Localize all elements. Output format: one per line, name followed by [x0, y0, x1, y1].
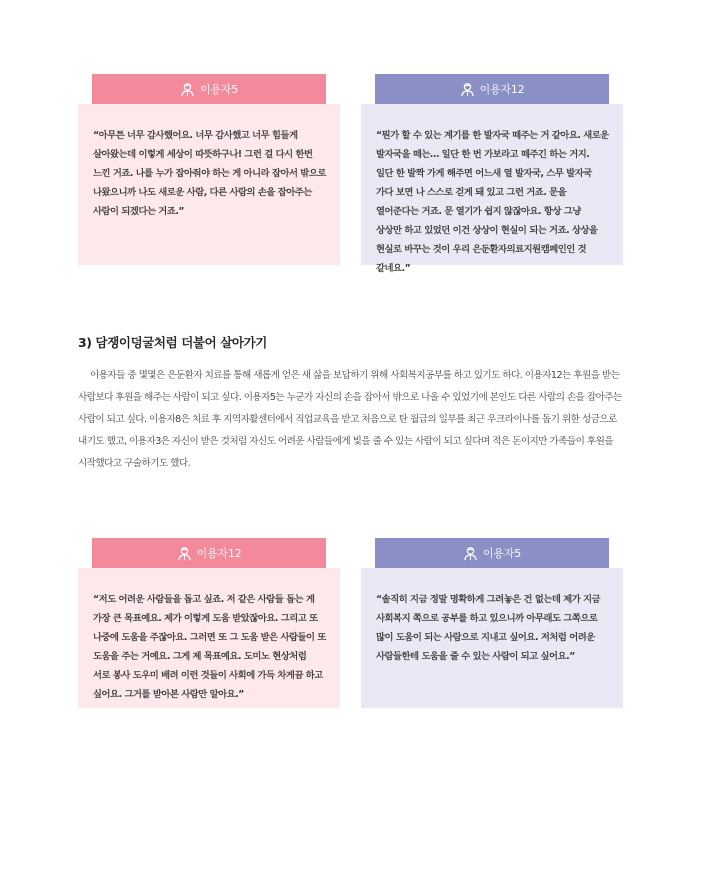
quote-card-text: “아무튼 너무 감사했어요. 너무 감사했고 너무 힘들게 살아왔는데 이렇게 세상이 따뜻하구나! 그런 걸 다시 한번 느낀 거죠. 나를 누가 잡아줘야 하는 게 아니라 잡아서 밖으로 나왔으니까 나도 새로운 사람, 다른 사람의 손을 잡아주는 사람이 되겠다는 거죠.” [78, 104, 340, 265]
quote-card-label: 이용자5 [482, 547, 522, 560]
quote-card-text: “솔직히 지금 정말 명확하게 그려놓은 건 없는데 제가 지금 사회복지 쪽으로 공부를 하고 있으니까 아무래도 그쪽으로 많이 도움이 되는 사람으로 지내고 싶어요. 저처럼 어려운 사람들한테 도움을 줄 수 있는 사람이 되고 싶어요.” [361, 568, 623, 708]
person-icon [463, 546, 478, 561]
quote-card-header [375, 74, 609, 104]
quote-card-label: 이용자5 [199, 83, 239, 96]
section-heading: 3) 담쟁이덩굴처럼 더불어 살아가기 [78, 335, 267, 350]
quote-card-header [92, 74, 326, 104]
quote-card-text: “저도 어려운 사람들을 돕고 싶죠. 저 같은 사람들 돕는 게 가장 큰 목표예요. 제가 이렇게 도움 받았잖아요. 그리고 또 나중에 도움을 주잖아요. 그러면 또 그 도움 받은 사람들이 또 도움을 주는 거예요. 그게 제 목표예요. 도미노 현상처럼 서로 봉사 도우미 배려 이런 것들이 사회에 가득 차게끔 하고 싶어요. 그거를 받아본 사람만 알아요.” [78, 568, 340, 708]
quote-card-header [375, 538, 609, 568]
person-icon [460, 82, 475, 97]
person-icon [177, 546, 192, 561]
quote-card-header [92, 538, 326, 568]
person-icon [180, 82, 195, 97]
quote-card-text: “뭔가 할 수 있는 계기를 한 발자국 떼주는 거 같아요. 새로운 발자국을 떼는… 일단 한 번 가보라고 떼주긴 하는 거지. 일단 한 발짝 가게 해주면 어느새 열 발자국, 스무 발자국 가다 보면 나 스스로 걷게 돼 있고 그런 거죠. 문을 열어준다는 거죠. 문 열기가 쉽지 않잖아요. 항상 그냥 상상만 하고 있었던 이건 상상이 현실이 되는 거죠. 상상을 현실로 바꾸는 것이 우리 은둔환자의료지원캠페인인 것 같네요.” [361, 104, 623, 265]
section-body: 이용자들 중 몇몇은 은둔환자 치료를 통해 새롭게 얻은 새 삶을 보답하기 위해 사회복지공부를 하고 있기도 하다. 이용자12는 후원을 받는 사람보다 후원을 해주는 사람이 되고 싶다. 이용자5는 누군가 자신의 손을 잡아서 밖으로 나올 수 있었기에 본인도 다른 사람의 손을 잡아주는 사람이 되고 싶다. 이용자8은 치료 후 지역자활센터에서 직업교육을 받고 처음으로 탄 월급의 일부를 최근 우크라이나를 돕기 위한 성금으로 내기도 했고, 이용자3은 자신이 받은 것처럼 자신도 어려운 사람들에게 빛을 줄 수 있는 사람이 되고 싶다며 적은 돈이지만 가족들이 후원을 시작했다고 구술하기도 했다. [78, 370, 622, 469]
quote-card-label: 이용자12 [196, 547, 242, 560]
quote-card-label: 이용자12 [479, 83, 525, 96]
